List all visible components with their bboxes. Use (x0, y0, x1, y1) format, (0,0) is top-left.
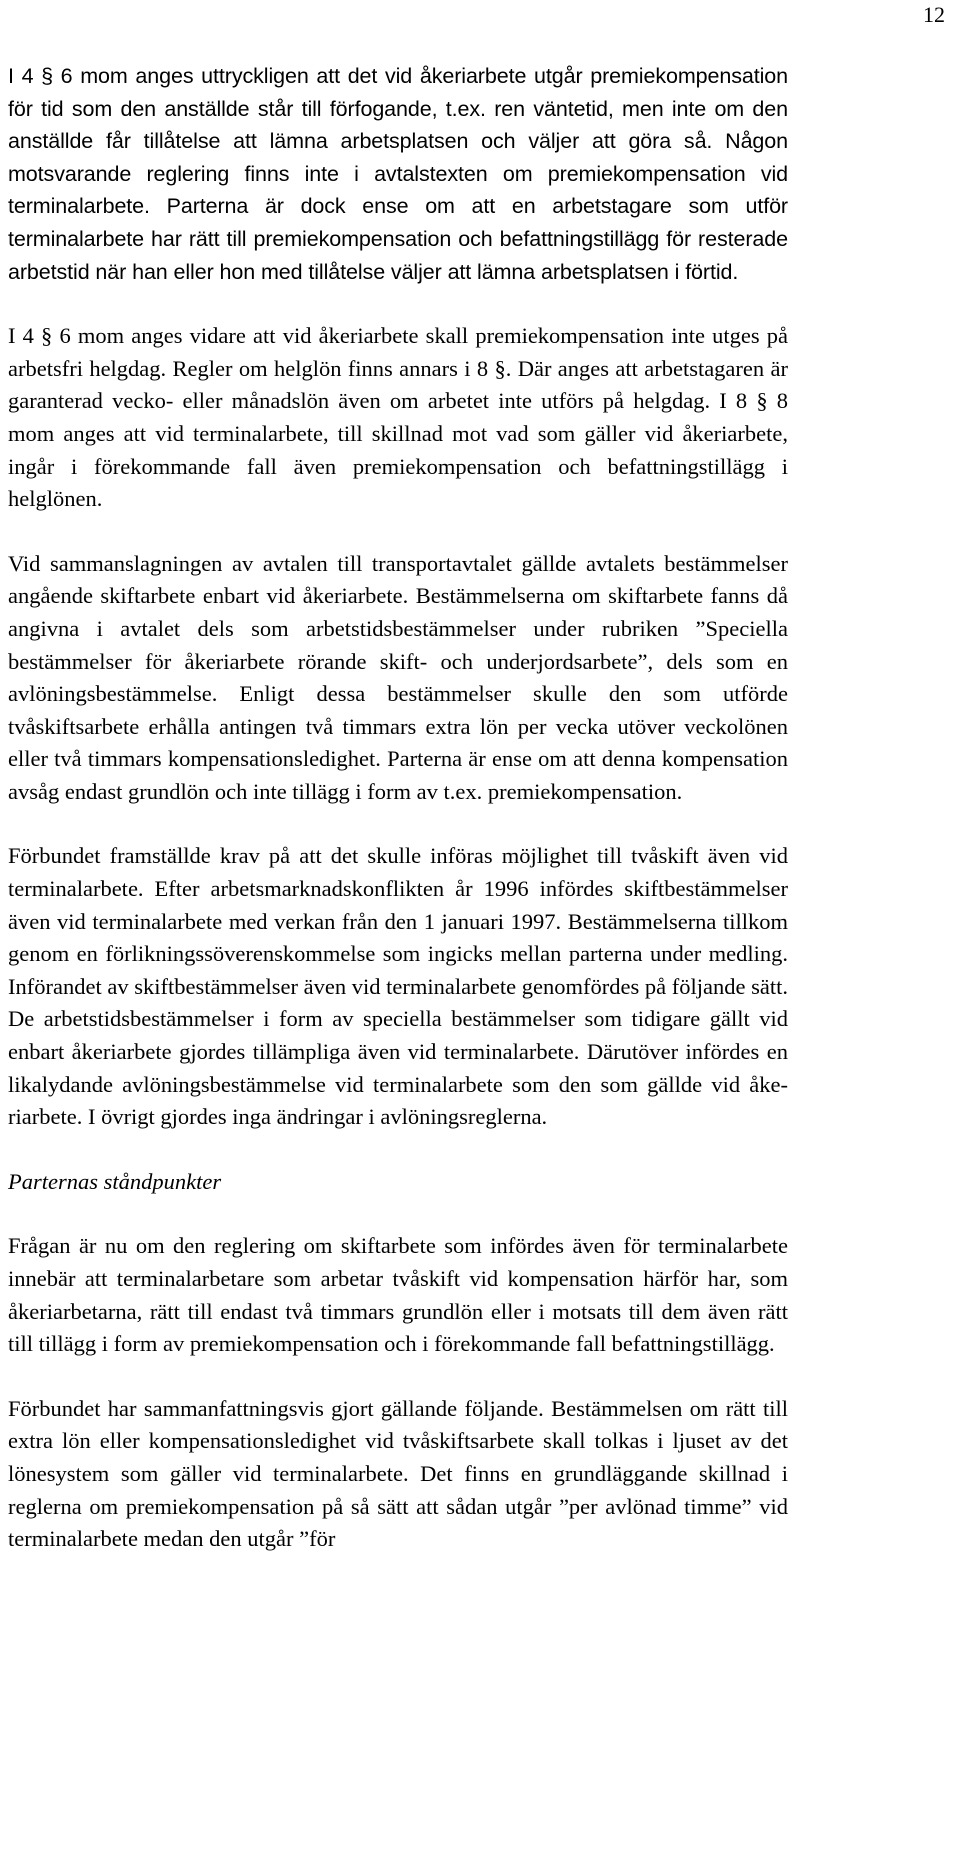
document-body (8, 60, 788, 1556)
paragraph-5: Frågan är nu om den reglering om skiftarbete som infördes även för terminalarbete innebär att terminalarbetare som arbetar tvåskift vid kompensation härför har, som åkeriarbetarna, rätt till endast två timmars grundlön eller i motsats till dem även rätt till tillägg i form av premiekompensation och i förekommande fall befattningstillägg. (8, 1233, 788, 1357)
paragraph-6: Förbundet har sammanfattningsvis gjort gällande följande. Bestämmelsen om rätt till extra lön eller kompensationsledighet vid tvåskiftsarbete skall tolkas i ljuset av det lönesystem som gäller vid terminalarbete. Det finns en grundläggande skillnad i reglerna om premiekompensation på så sätt att sådan utgår ”per avlönad timme” vid terminalarbete medan den utgår ”för (8, 1395, 788, 1552)
paragraph-1: I 4 § 6 mom anges uttryckligen att det vid åkeriarbete utgår premiekompensation för tid som den anställde står till förfogande, t.ex. ren väntetid, men inte om den anställde får tillåtelse att lämna arbetsplatsen och väljer att göra så. Någon motsvarande reglering finns inte i avtalstexten om premiekompensation vid terminalarbete. Parterna är dock ense om att en arbetstagare som utför terminalarbete har rätt till premiekompensation och befattningstillägg för resterade arbetstid när han eller hon med tillåtelse väljer att lämna arbetsplatsen i förtid. (8, 64, 788, 284)
paragraph-4: Förbundet framställde krav på att det skulle införas möjlighet till tvåskift även vid terminalarbete. Efter arbetsmarknadskonflikten år 1996 infördes skiftbestämmelser även vid terminalarbete med verkan från den 1 januari 1997. Bestämmelserna tillkom genom en förlikningssöverenskommelse som ingicks mellan parterna under medling. Införandet av skiftbestämmelser även vid terminalarbete genomfördes på följande sätt. De arbetstidsbestämmelser i form av speciella bestämmelser som tidigare gällt vid enbart åkeriarbete gjordes tillämpliga även vid terminalarbete. Därutöver infördes en likalydande avlöningsbestämmelse vid terminalarbete som den som gällde vid åkeriarbete. I övrigt gjordes inga ändringar i avlöningsreglerna. (8, 843, 788, 1130)
page-number: 12 (923, 2, 945, 27)
section-heading: Parternas ståndpunkter (8, 1168, 222, 1194)
paragraph-3: Vid sammanslagningen av avtalen till transportavtalet gällde avtalets bestämmelser angående skiftarbete enbart vid åkeriarbete. Bestämmelserna om skiftarbete fanns då angivna i avtalet dels som arbetstidsbestämmelser under rubriken ”Speciella bestämmelser för åkeriarbete rörande skift- och underjordsarbete”, dels som en avlöningsbestämmelse. Enligt dessa bestämmelser skulle den som utförde tvåskiftsarbete erhålla antingen två timmars extra lön per vecka utöver veckolönen eller två timmars kompensationsledighet. Parterna är ense om att denna kompensation avsåg endast grundlön och inte tillägg i form av t.ex. premiekompensation. (8, 550, 788, 804)
paragraph-2: I 4 § 6 mom anges vidare att vid åkeriarbete skall premiekompensation inte utges på arbetsfri helgdag. Regler om helglön finns annars i 8 §. Där anges att arbetstagaren är garanterad vecko- eller månadslön även om arbetet inte utförs på helgdag. I 8 § 8 mom anges att vid terminalarbete, till skillnad mot vad som gäller vid åkeriarbete, ingår i förekommande fall även premiekompensation och befattningstillägg i helglönen. (8, 323, 788, 512)
